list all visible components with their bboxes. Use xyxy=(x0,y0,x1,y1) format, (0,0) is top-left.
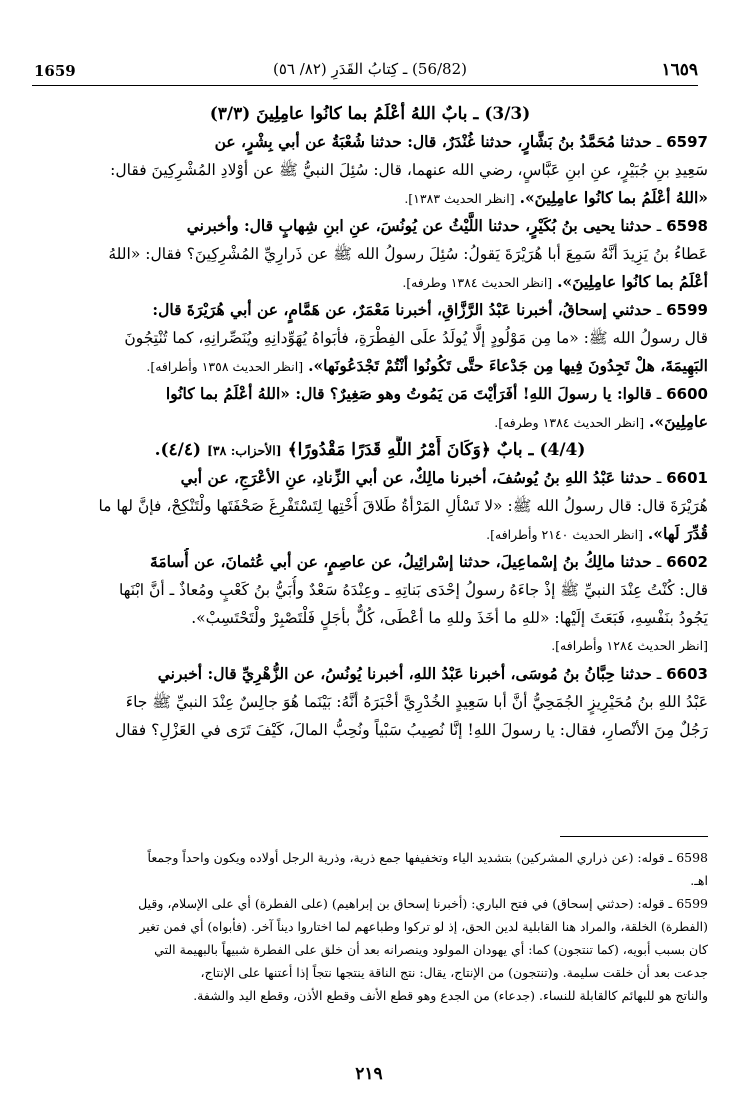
footnotes xyxy=(32,846,708,1007)
hadith-text: أعْلَمُ بما كانُوا عامِلِينَ». xyxy=(557,272,708,291)
chapter-title-4 xyxy=(32,436,708,464)
hadith-text: حدثنا حِبَّانُ بنُ مُوسَى، أخبرنا عَبْدُ اللهِ، أخبرنا يُونُسُ، عن الزُّهْرِيِّ قال: أخبرني xyxy=(157,664,652,683)
footnote-line: 6599 ـ قوله: (حدثني إسحاق) في فتح الباري: (أخبرنا إسحاق بن إبراهيم) (على الفطرة) أي على الإسلام، وقيل xyxy=(138,896,708,911)
hadith-text: قال: كُنْتُ عِنْدَ النبيِّ ﷺ إذْ جاءَهُ رسولُ إحْدَى بَناتِهِ ـ وعِنْدَهُ سَعْدٌ وأُبَيُّ بنُ كَعْبٍ ومُعاذٌ ـ أنَّ ابْنَها xyxy=(118,581,708,599)
footnote-line: والناتج هو للبهائم كالقابلة للنساء. (جدعاء) من الجدع وهو قطع الأنف وقطع الأذن، وقطع اليد والشفة. xyxy=(193,988,708,1003)
hadith-text: قُدِّرَ لَها». xyxy=(647,524,708,543)
page-number-latin: 1659 xyxy=(34,62,76,80)
footnote-line: (الفطرة) الخلقة، والمراد هنا القابلية لدين الحق، إذ لو تركوا وطباعهم لما اختاروا ديناً آخر. (فأبواه) أي فمن تغير xyxy=(139,919,708,934)
hadith-text: يَجُودُ بنَفْسِهِ، فَبَعَثَ إلَيْها: «للهِ ما أخَذَ وللهِ ما أعْطَى، كُلٌّ بأجَلٍ فَلْتَصْبِرْ ولْتَحْتَسِبْ». xyxy=(191,609,708,627)
cross-reference: [انظر الحديث ١٢٨٤ وأطرافه]. xyxy=(551,638,708,653)
hadith-text: «اللهُ أعْلَمُ بما كانُوا عامِلِينَ». xyxy=(519,188,708,207)
footnote-line: جدعت بعد أن خلقت سليمة. و(تنتجون) من الإنتاج، يقال: نتج الناقة ينتجها نتجاً إذا أعتنها على الإنتاج، xyxy=(200,965,708,980)
hadith-text: حدثني إسحاقُ، أخبرنا عَبْدُ الرَّزَّاقِ، أخبرنا مَعْمَرٌ، عن هَمَّامٍ، عن أبي هُرَيْرَةَ قال: xyxy=(152,300,652,319)
hadith-number: 6600 xyxy=(666,385,708,403)
chapter-title-3: (3/3) ـ بابٌ اللهُ أعْلَمُ بما كانُوا عامِلِينَ (٣/٣) xyxy=(209,104,531,124)
hadith-text: البَهِيمَةَ، هلْ تَجِدُونَ فِيها مِن جَدْعاءَ حتَّى تَكُونُوا أنْتُمْ تَجْدَعُونَها». xyxy=(308,356,708,375)
hadith-6598: 6598 ـ حدثنا يحيى بنُ بُكَيْرٍ، حدثنا اللَّيْثُ عن يُونُسَ، عنِ ابنِ شِهابٍ قال: وأخبرني عَطاءُ بنُ يَزِيدَ أنَّهُ سَمِعَ أبا هُرَيْرَةَ يَقولُ: سُئِلَ رسولُ الله ﷺ عن ذَرارِيِّ المُشْرِكِينَ؟ فقال: «اللهُ أعْلَمُ بما كانُوا عامِلِينَ». [انظر الحديث ١٣٨٤ وطرفه]. xyxy=(32,212,708,296)
folio-number: ٢١٩ xyxy=(355,1064,383,1084)
hadith-text: قالوا: يا رسولَ اللهِ! أفَرَأيْتَ مَن يَمُوتُ وهو صَغِيرٌ؟ قال: «اللهُ أعْلَمُ بما كانُوا xyxy=(165,384,652,403)
hadith-6601: 6601 ـ حدثنا عَبْدُ اللهِ بنُ يُوسُفَ، أخبرنا مالِكٌ، عن أبي الزِّنادِ، عنِ الأعْرَجِ، عن أبي هُرَيْرَةَ قال: قال رسولُ الله ﷺ: «لا تَسْألِ المَرْأةُ طَلاقَ أُخْتِها لِتَسْتَفْرِغَ صَحْفَتَها ولْتَنْكِحْ، فإنَّ لها ما قُدِّرَ لَها». [انظر الحديث ٢١٤٠ وأطرافه]. xyxy=(32,464,708,548)
hadith-text: رَجُلٌ مِنَ الأنْصارِ، فقال: يا رسولَ اللهِ! إنَّا نُصِيبُ سَبْياً ونُحِبُّ المالَ، كَيْفَ تَرَى في العَزْلِ؟ فقال xyxy=(114,721,708,739)
hadith-number: 6599 xyxy=(666,301,708,319)
hadith-text: حدثنا مالِكُ بنُ إسْماعِيلَ، حدثنا إسْرائِيلُ، عن عاصِمٍ، عن أبي عُثمانَ، عن أُسامَةَ xyxy=(150,552,652,571)
hadith-6602: 6602 ـ حدثنا مالِكُ بنُ إسْماعِيلَ، حدثنا إسْرائِيلُ، عن عاصِمٍ، عن أبي عُثمانَ، عن أُسامَةَ قال: كُنْتُ عِنْدَ النبيِّ ﷺ إذْ جاءَهُ رسولُ إحْدَى بَناتِهِ ـ وعِنْدَهُ سَعْدٌ وأُبَيُّ بنُ كَعْبٍ ومُعاذٌ ـ أنَّ ابْنَها يَجُودُ بنَفْسِهِ، فَبَعَثَ إلَيْها: «للهِ ما أخَذَ وللهِ ما أعْطَى، كُلٌّ بأجَلٍ فَلْتَصْبِرْ ولْتَحْتَسِبْ». [انظر الحديث ١٢٨٤ وأطرافه]. xyxy=(32,548,708,660)
hadith-text: عَبْدُ اللهِ بنُ مُحَيْرِيزٍ الجُمَحِيُّ أنَّ أبا سَعِيدٍ الخُدْرِيَّ أخْبَرَهُ أنَّهُ: بَيْنَما هُوَ جالِسٌ عِنْدَ النبيِّ ﷺ جاءَ xyxy=(125,693,708,711)
cross-reference: [انظر الحديث ١٣٥٨ وأطرافه]. xyxy=(146,359,304,374)
header-divider xyxy=(32,85,698,86)
hadith-6603: 6603 ـ حدثنا حِبَّانُ بنُ مُوسَى، أخبرنا عَبْدُ اللهِ، أخبرنا يُونُسُ، عن الزُّهْرِيِّ قال: أخبرني عَبْدُ اللهِ بنُ مُحَيْرِيزٍ الجُمَحِيُّ أنَّ أبا سَعِيدٍ الخُدْرِيَّ أخْبَرَهُ أنَّهُ: بَيْنَما هُوَ جالِسٌ عِنْدَ النبيِّ ﷺ جاءَ رَجُلٌ مِنَ الأنْصارِ، فقال: يا رسولَ اللهِ! إنَّا نُصِيبُ سَبْياً ونُحِبُّ المالَ، كَيْفَ تَرَى في العَزْلِ؟ فقال xyxy=(32,660,708,744)
quran-reference: [الأحزاب: ٣٨] xyxy=(206,443,282,458)
hadith-text: عامِلِينَ». xyxy=(649,412,708,431)
cross-reference: [انظر الحديث ١٣٨٤ وطرفه]. xyxy=(402,275,553,290)
chapter-title-text: (4/4) ـ بابٌ ﴿وَكَانَ أَمْرُ اللَّهِ قَدَرًا مَقْدُورًا﴾ xyxy=(287,440,586,460)
hadith-text: حدثنا مُحَمَّدُ بنُ بَشَّارٍ، حدثنا غُنْدَرٌ، قال: حدثنا شُعْبَةُ عن أبي بِشْرٍ، عن xyxy=(214,132,652,151)
hadith-text: قال رسولُ الله ﷺ: «ما مِن مَوْلُودٍ إلَّا يُولَدُ علَى الفِطْرَةِ، فأبَواهُ يُهَوِّدانِهِ ويُنَصِّرانِهِ، كما تُنْتِجُونَ xyxy=(124,329,708,347)
footnote-line: كان بسبب أبويه، (كما تنتجون) كما: أي يهودان المولود وينصرانه بعد أن خلق على الفطرة شبيهاً بالبهيمة التي xyxy=(154,942,708,957)
hadith-text: حدثنا عَبْدُ اللهِ بنُ يُوسُفَ، أخبرنا مالِكٌ، عن أبي الزِّنادِ، عنِ الأعْرَجِ، عن أبي xyxy=(180,468,652,487)
hadith-text: سَعِيدِ بنِ جُبَيْرٍ، عنِ ابنِ عَبَّاسٍ، رضي الله عنهما، قال: سُئِلَ النبيُّ ﷺ عن أوْلادِ المُشْرِكِينَ فقال: xyxy=(110,161,708,179)
hadith-number: 6601 xyxy=(666,469,708,487)
hadith-number: 6597 xyxy=(666,133,708,151)
hadith-number: 6598 xyxy=(666,217,708,235)
footnote-divider xyxy=(560,836,708,837)
footnote-line: 6598 ـ قوله: (عن ذراري المشركين) بتشديد الياء وتخفيفها جمع ذرية، وذرية الرجل أولاده ويكون واحداً وجمعاً xyxy=(147,850,708,865)
chapter-suffix: (٤/٤). xyxy=(154,440,202,460)
hadith-6599: 6599 ـ حدثني إسحاقُ، أخبرنا عَبْدُ الرَّزَّاقِ، أخبرنا مَعْمَرٌ، عن هَمَّامٍ، عن أبي هُرَيْرَةَ قال: قال رسولُ الله ﷺ: «ما مِن مَوْلُودٍ إلَّا يُولَدُ علَى الفِطْرَةِ، فأبَواهُ يُهَوِّدانِهِ ويُنَصِّرانِهِ، كما تُنْتِجُونَ البَهِيمَةَ، هلْ تَجِدُونَ فِيها مِن جَدْعاءَ حتَّى تَكُونُوا أنْتُمْ تَجْدَعُونَها». [انظر الحديث ١٣٥٨ وأطرافه]. xyxy=(32,296,708,380)
cross-reference: [انظر الحديث ١٣٨٣]. xyxy=(404,191,515,206)
hadith-number: 6602 xyxy=(666,553,708,571)
page-number-arabic: ١٦٥٩ xyxy=(661,60,698,80)
hadith-text: عَطاءُ بنُ يَزِيدَ أنَّهُ سَمِعَ أبا هُرَيْرَةَ يَقولُ: سُئِلَ رسولُ الله ﷺ عن ذَرارِيِّ المُشْرِكِينَ؟ فقال: «اللهُ xyxy=(108,245,708,263)
hadith-text: هُرَيْرَةَ قال: قال رسولُ الله ﷺ: «لا تَسْألِ المَرْأةُ طَلاقَ أُخْتِها لِتَسْتَفْرِغَ صَحْفَتَها ولْتَنْكِحْ، فإنَّ لها ما xyxy=(98,497,708,515)
cross-reference: [انظر الحديث ٢١٤٠ وأطرافه]. xyxy=(486,527,643,542)
hadith-6597: 6597 ـ حدثنا مُحَمَّدُ بنُ بَشَّارٍ، حدثنا غُنْدَرٌ، قال: حدثنا شُعْبَةُ عن أبي بِشْرٍ، عن سَعِيدِ بنِ جُبَيْرٍ، عنِ ابنِ عَبَّاسٍ، رضي الله عنهما، قال: سُئِلَ النبيُّ ﷺ عن أوْلادِ المُشْرِكِينَ فقال: «اللهُ أعْلَمُ بما كانُوا عامِلِينَ». [انظر الحديث ١٣٨٣]. xyxy=(32,128,708,212)
main-text xyxy=(32,100,708,744)
hadith-6600: 6600 ـ قالوا: يا رسولَ اللهِ! أفَرَأيْتَ مَن يَمُوتُ وهو صَغِيرٌ؟ قال: «اللهُ أعْلَمُ بما كانُوا عامِلِينَ». [انظر الحديث ١٣٨٤ وطرفه]. xyxy=(165,384,708,431)
cross-reference: [انظر الحديث ١٣٨٤ وطرفه]. xyxy=(494,415,645,430)
hadith-number: 6603 xyxy=(666,665,708,683)
page-header xyxy=(0,0,738,92)
hadith-text: حدثنا يحيى بنُ بُكَيْرٍ، حدثنا اللَّيْثُ عن يُونُسَ، عنِ ابنِ شِهابٍ قال: وأخبرني xyxy=(186,216,652,235)
footnote-line: اهـ. xyxy=(690,873,708,888)
running-title: (56/82) ـ كِتابُ القَدَرِ (٨٢/ ٥٦) xyxy=(272,60,467,78)
